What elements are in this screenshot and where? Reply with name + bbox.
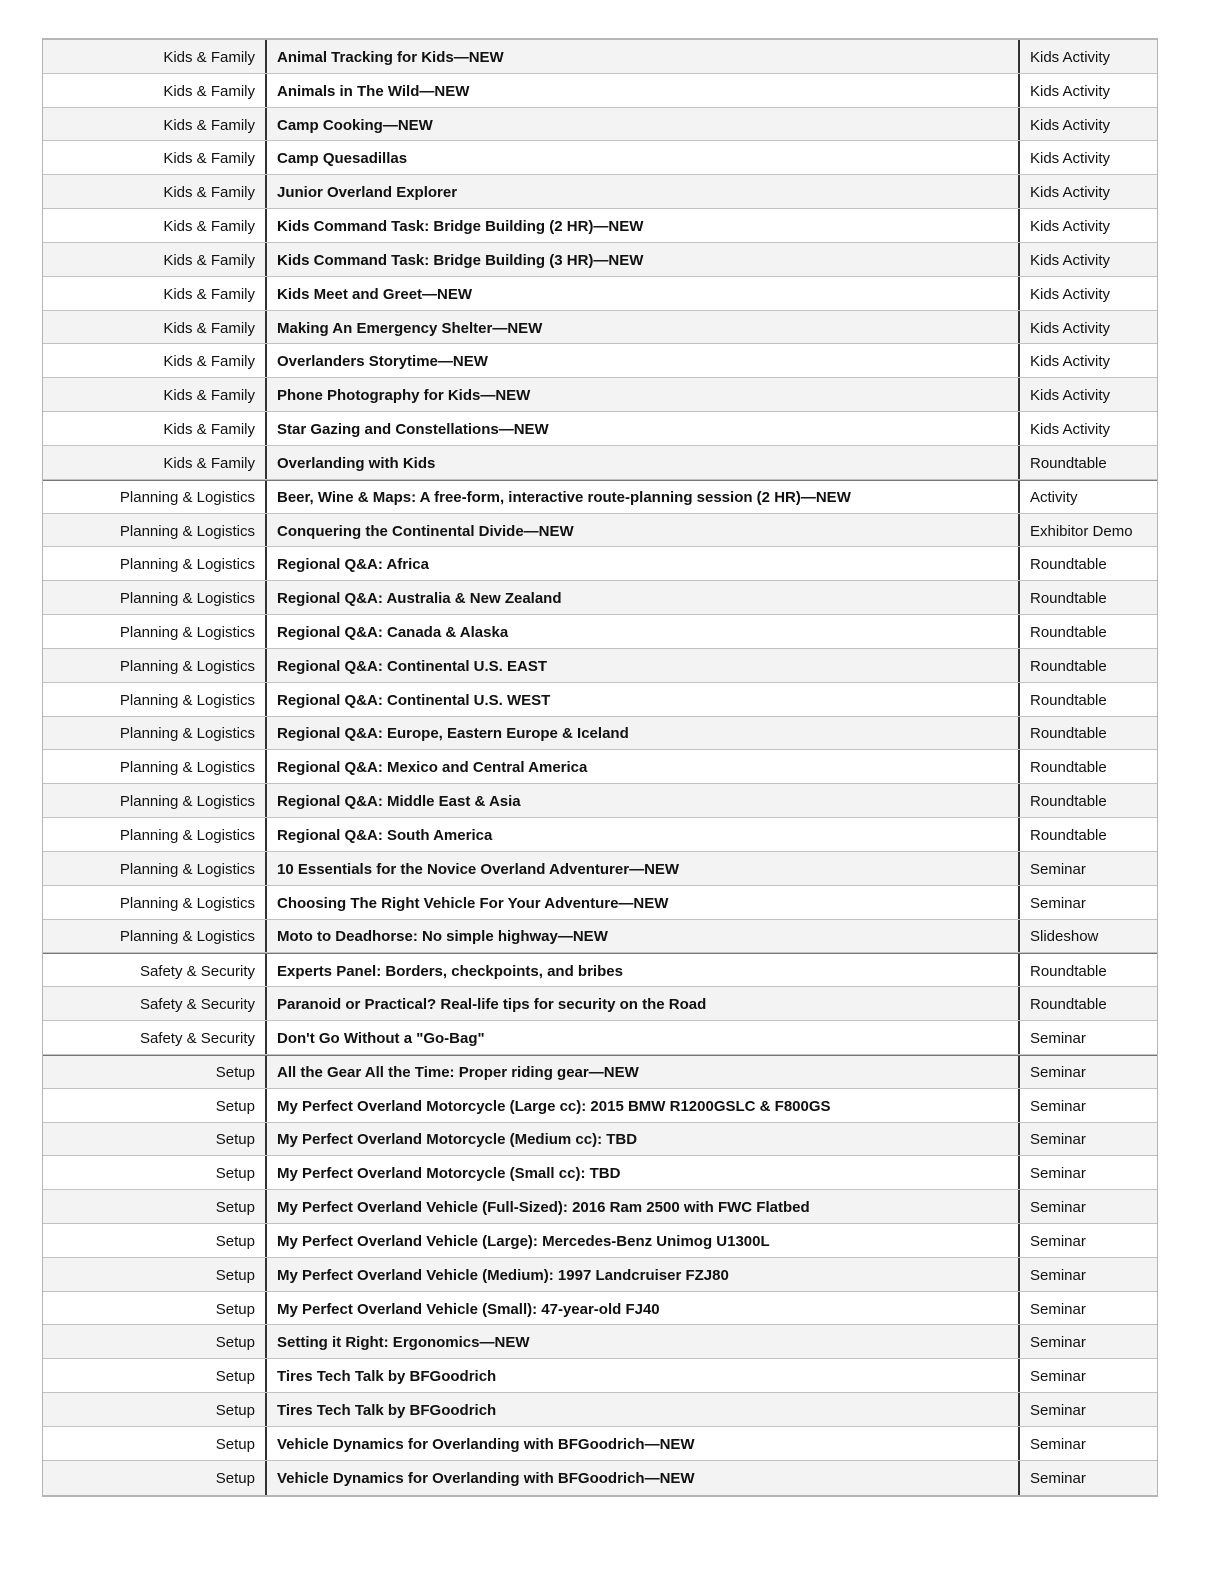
category-cell: Setup (43, 1427, 267, 1460)
category-cell: Planning & Logistics (43, 514, 267, 547)
table-row (43, 784, 1157, 818)
table-row (43, 1224, 1157, 1258)
session-type-cell: Seminar (1030, 1097, 1086, 1115)
table-row (43, 311, 1157, 345)
session-type-cell: Seminar (1030, 1470, 1086, 1488)
category-cell: Setup (43, 1123, 267, 1156)
table-row (43, 480, 1157, 514)
session-type-cell: Exhibitor Demo (1030, 522, 1133, 540)
session-title-cell: Regional Q&A: Continental U.S. WEST (267, 683, 1020, 716)
table-row (43, 243, 1157, 277)
table-row (43, 108, 1157, 142)
category-cell: Kids & Family (43, 175, 267, 208)
table-row (43, 1325, 1157, 1359)
table-row (43, 1292, 1157, 1326)
table-row (43, 277, 1157, 311)
session-title-cell: My Perfect Overland Motorcycle (Large cc): 2015 BMW R1200GSLC & F800GS (267, 1089, 1020, 1122)
session-title-cell: Animal Tracking for Kids—NEW (267, 40, 1020, 73)
session-title-cell: Tires Tech Talk by BFGoodrich (267, 1359, 1020, 1392)
session-title-cell: Camp Cooking—NEW (267, 108, 1020, 141)
table-row (43, 1055, 1157, 1089)
session-type-cell: Kids Activity (1030, 387, 1111, 405)
session-title-cell: Moto to Deadhorse: No simple highway—NEW (267, 920, 1020, 953)
session-title-cell: 10 Essentials for the Novice Overland Adventurer—NEW (267, 852, 1020, 885)
session-type-cell: Roundtable (1030, 657, 1107, 675)
table-row (43, 1156, 1157, 1190)
session-title-cell: My Perfect Overland Vehicle (Full-Sized): 2016 Ram 2500 with FWC Flatbed (267, 1190, 1020, 1223)
category-cell: Safety & Security (43, 954, 267, 986)
category-cell: Setup (43, 1325, 267, 1358)
category-cell: Kids & Family (43, 141, 267, 174)
session-type-cell: Roundtable (1030, 556, 1107, 574)
category-cell: Planning & Logistics (43, 717, 267, 750)
session-type-cell: Roundtable (1030, 793, 1107, 811)
category-cell: Planning & Logistics (43, 852, 267, 885)
category-cell: Safety & Security (43, 987, 267, 1020)
table-row (43, 209, 1157, 243)
category-cell: Kids & Family (43, 74, 267, 107)
category-cell: Setup (43, 1056, 267, 1088)
category-cell: Planning & Logistics (43, 481, 267, 513)
category-cell: Setup (43, 1156, 267, 1189)
category-cell: Setup (43, 1292, 267, 1325)
table-row (43, 514, 1157, 548)
session-type-cell: Seminar (1030, 1165, 1086, 1183)
session-type-cell: Roundtable (1030, 454, 1107, 472)
session-type-cell: Seminar (1030, 860, 1086, 878)
category-cell: Safety & Security (43, 1021, 267, 1054)
category-cell: Planning & Logistics (43, 649, 267, 682)
session-type-cell: Roundtable (1030, 759, 1107, 777)
session-type-cell: Roundtable (1030, 725, 1107, 743)
category-cell: Planning & Logistics (43, 784, 267, 817)
session-title-cell: Animals in The Wild—NEW (267, 74, 1020, 107)
session-type-cell: Seminar (1030, 1334, 1086, 1352)
table-row (43, 412, 1157, 446)
table-row (43, 1427, 1157, 1461)
session-title-cell: Regional Q&A: Australia & New Zealand (267, 581, 1020, 614)
table-row (43, 1089, 1157, 1123)
table-row (43, 953, 1157, 987)
session-type-cell: Kids Activity (1030, 184, 1111, 202)
session-type-cell: Kids Activity (1030, 285, 1111, 303)
table-row (43, 886, 1157, 920)
table-row (43, 1359, 1157, 1393)
category-cell: Setup (43, 1359, 267, 1392)
category-cell: Kids & Family (43, 108, 267, 141)
session-type-cell: Roundtable (1030, 623, 1107, 641)
category-cell: Kids & Family (43, 378, 267, 411)
table-row (43, 446, 1157, 480)
table-row (43, 581, 1157, 615)
category-cell: Planning & Logistics (43, 581, 267, 614)
session-title-cell: My Perfect Overland Vehicle (Medium): 1997 Landcruiser FZJ80 (267, 1258, 1020, 1291)
category-cell: Planning & Logistics (43, 920, 267, 953)
session-type-cell: Slideshow (1030, 928, 1099, 946)
session-title-cell: Kids Meet and Greet—NEW (267, 277, 1020, 310)
session-title-cell: Overlanding with Kids (267, 446, 1020, 479)
session-type-cell: Seminar (1030, 1232, 1086, 1250)
schedule-table (42, 38, 1158, 1497)
session-title-cell: Overlanders Storytime—NEW (267, 344, 1020, 377)
session-title-cell: Vehicle Dynamics for Overlanding with BFGoodrich—NEW (267, 1461, 1020, 1495)
session-title-cell: My Perfect Overland Vehicle (Large): Mercedes-Benz Unimog U1300L (267, 1224, 1020, 1257)
category-cell: Kids & Family (43, 209, 267, 242)
category-cell: Kids & Family (43, 40, 267, 73)
table-row (43, 1190, 1157, 1224)
session-type-cell: Kids Activity (1030, 116, 1111, 134)
table-row (43, 920, 1157, 954)
session-type-cell: Roundtable (1030, 996, 1107, 1014)
session-title-cell: Phone Photography for Kids—NEW (267, 378, 1020, 411)
session-title-cell: Junior Overland Explorer (267, 175, 1020, 208)
session-type-cell: Seminar (1030, 1266, 1086, 1284)
category-cell: Kids & Family (43, 446, 267, 479)
session-type-cell: Seminar (1030, 1368, 1086, 1386)
session-title-cell: Paranoid or Practical? Real-life tips for security on the Road (267, 987, 1020, 1020)
category-cell: Kids & Family (43, 412, 267, 445)
session-title-cell: All the Gear All the Time: Proper riding gear—NEW (267, 1056, 1020, 1088)
session-title-cell: Regional Q&A: Continental U.S. EAST (267, 649, 1020, 682)
session-type-cell: Seminar (1030, 1131, 1086, 1149)
session-type-cell: Seminar (1030, 1029, 1086, 1047)
session-title-cell: Kids Command Task: Bridge Building (2 HR)—NEW (267, 209, 1020, 242)
session-title-cell: Camp Quesadillas (267, 141, 1020, 174)
table-row (43, 717, 1157, 751)
session-type-cell: Roundtable (1030, 962, 1107, 980)
session-title-cell: Tires Tech Talk by BFGoodrich (267, 1393, 1020, 1426)
session-type-cell: Kids Activity (1030, 319, 1111, 337)
category-cell: Planning & Logistics (43, 886, 267, 919)
session-type-cell: Roundtable (1030, 691, 1107, 709)
table-row (43, 1461, 1157, 1495)
session-type-cell: Seminar (1030, 1300, 1086, 1318)
session-type-cell: Kids Activity (1030, 48, 1111, 66)
session-type-cell: Kids Activity (1030, 251, 1111, 269)
session-title-cell: Choosing The Right Vehicle For Your Adventure—NEW (267, 886, 1020, 919)
session-title-cell: Don't Go Without a "Go-Bag" (267, 1021, 1020, 1054)
category-cell: Setup (43, 1089, 267, 1122)
session-title-cell: Regional Q&A: Europe, Eastern Europe & Iceland (267, 717, 1020, 750)
table-row (43, 1021, 1157, 1055)
category-cell: Planning & Logistics (43, 547, 267, 580)
table-row (43, 344, 1157, 378)
category-cell: Kids & Family (43, 344, 267, 377)
table-row (43, 1393, 1157, 1427)
table-row (43, 683, 1157, 717)
session-type-cell: Kids Activity (1030, 150, 1111, 168)
session-title-cell: My Perfect Overland Motorcycle (Small cc): TBD (267, 1156, 1020, 1189)
table-row (43, 818, 1157, 852)
session-title-cell: Regional Q&A: Middle East & Asia (267, 784, 1020, 817)
category-cell: Setup (43, 1461, 267, 1495)
session-title-cell: Beer, Wine & Maps: A free-form, interactive route-planning session (2 HR)—NEW (267, 481, 1020, 513)
table-row (43, 141, 1157, 175)
session-title-cell: Star Gazing and Constellations—NEW (267, 412, 1020, 445)
table-row (43, 987, 1157, 1021)
category-cell: Planning & Logistics (43, 615, 267, 648)
session-title-cell: Conquering the Continental Divide—NEW (267, 514, 1020, 547)
category-cell: Setup (43, 1393, 267, 1426)
session-type-cell: Seminar (1030, 894, 1086, 912)
table-row (43, 74, 1157, 108)
category-cell: Setup (43, 1190, 267, 1223)
table-row (43, 547, 1157, 581)
session-type-cell: Roundtable (1030, 590, 1107, 608)
category-cell: Planning & Logistics (43, 750, 267, 783)
table-row (43, 852, 1157, 886)
session-title-cell: Regional Q&A: Mexico and Central America (267, 750, 1020, 783)
session-title-cell: Making An Emergency Shelter—NEW (267, 311, 1020, 344)
table-row (43, 1123, 1157, 1157)
category-cell: Planning & Logistics (43, 818, 267, 851)
session-title-cell: Setting it Right: Ergonomics—NEW (267, 1325, 1020, 1358)
table-row (43, 615, 1157, 649)
category-cell: Kids & Family (43, 311, 267, 344)
category-cell: Kids & Family (43, 243, 267, 276)
category-cell: Planning & Logistics (43, 683, 267, 716)
session-type-cell: Seminar (1030, 1199, 1086, 1217)
session-title-cell: My Perfect Overland Vehicle (Small): 47-year-old FJ40 (267, 1292, 1020, 1325)
category-cell: Setup (43, 1224, 267, 1257)
session-type-cell: Seminar (1030, 1064, 1086, 1082)
table-row (43, 1258, 1157, 1292)
table-row (43, 649, 1157, 683)
session-type-cell: Kids Activity (1030, 218, 1111, 236)
table-row (43, 378, 1157, 412)
session-title-cell: Vehicle Dynamics for Overlanding with BFGoodrich—NEW (267, 1427, 1020, 1460)
session-type-cell: Roundtable (1030, 826, 1107, 844)
table-row (43, 40, 1157, 74)
table-row (43, 750, 1157, 784)
session-type-cell: Kids Activity (1030, 421, 1111, 439)
session-type-cell: Seminar (1030, 1402, 1086, 1420)
session-type-cell: Activity (1030, 489, 1078, 507)
session-title-cell: Regional Q&A: South America (267, 818, 1020, 851)
session-title-cell: Regional Q&A: Canada & Alaska (267, 615, 1020, 648)
session-type-cell: Kids Activity (1030, 82, 1111, 100)
session-type-cell: Kids Activity (1030, 353, 1111, 371)
session-title-cell: Experts Panel: Borders, checkpoints, and bribes (267, 954, 1020, 986)
category-cell: Kids & Family (43, 277, 267, 310)
session-title-cell: Kids Command Task: Bridge Building (3 HR)—NEW (267, 243, 1020, 276)
category-cell: Setup (43, 1258, 267, 1291)
session-title-cell: Regional Q&A: Africa (267, 547, 1020, 580)
session-type-cell: Seminar (1030, 1435, 1086, 1453)
session-title-cell: My Perfect Overland Motorcycle (Medium cc): TBD (267, 1123, 1020, 1156)
table-row (43, 175, 1157, 209)
